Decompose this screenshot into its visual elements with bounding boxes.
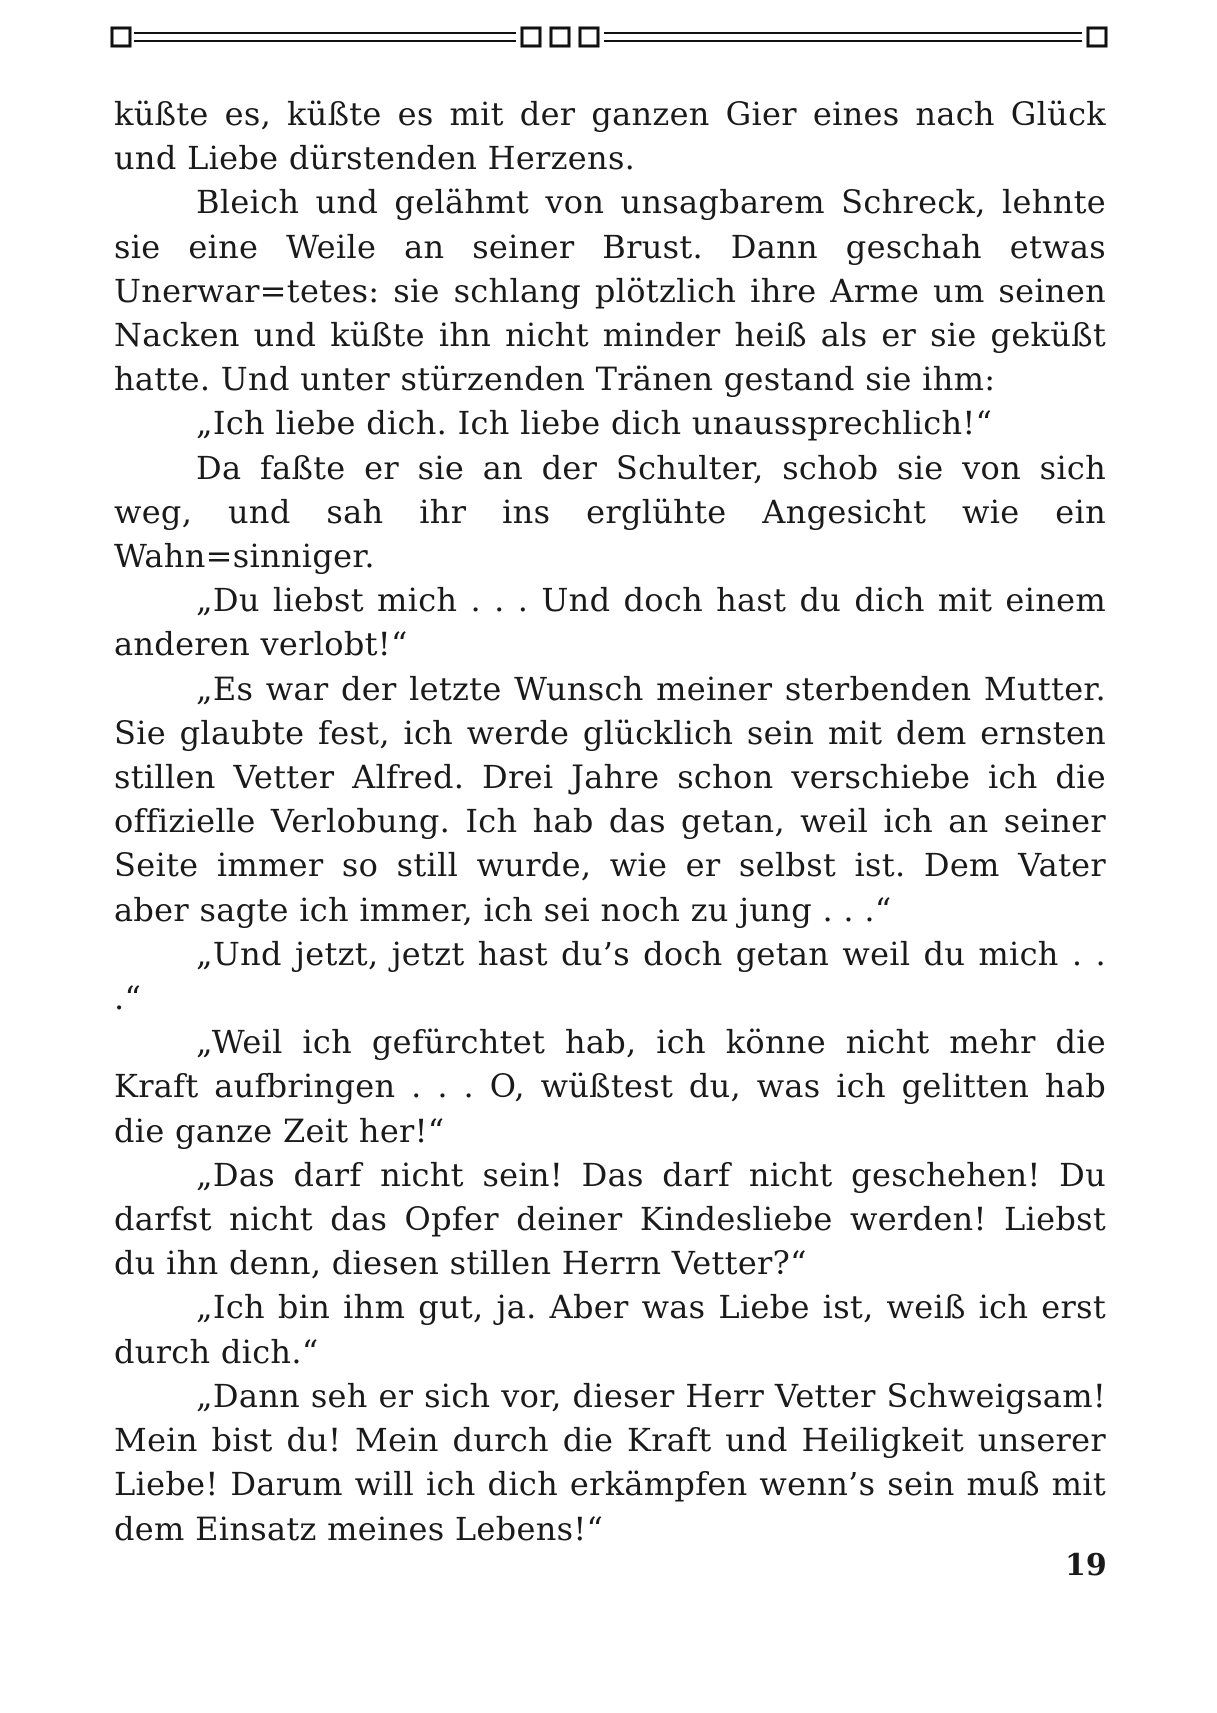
paragraph: „Das darf nicht sein! Das darf nicht geschehen! Du darfst nicht das Opfer deiner Kindesliebe werden! Liebst du ihn denn, diesen stillen Herrn Vetter?“ xyxy=(114,1155,1106,1283)
paragraph: Da faßte er sie an der Schulter, schob sie von sich weg, und sah ihr ins erglühte Angesicht wie ein Wahn=sinniger. xyxy=(114,448,1106,576)
paragraph: „Ich bin ihm gut, ja. Aber was Liebe ist, weiß ich erst durch dich.“ xyxy=(114,1288,1106,1371)
decorative-header-rule xyxy=(110,22,1110,52)
paragraph: „Weil ich gefürchtet hab, ich könne nicht mehr die Kraft aufbringen . . . O, wüßtest du, was ich gelitten hab die ganze Zeit her!“ xyxy=(114,1023,1106,1150)
page-number: 19 xyxy=(1065,1548,1107,1583)
paragraph: „Du liebst mich . . . Und doch hast du dich mit einem anderen verlobt!“ xyxy=(114,581,1106,664)
paragraph: Bleich und gelähmt von unsagbarem Schreck, lehnte sie eine Weile an seiner Brust. Dann geschah etwas Unerwar=tetes: sie schlang plötzlich ihre Arme um seinen Nacken und küßte ihn nicht minder heiß als er sie geküßt hatte. Und unter stürzenden Tränen gestand sie ihm: xyxy=(114,183,1106,399)
paragraph: „Dann seh er sich vor, dieser Herr Vetter Schweigsam! Mein bist du! Mein durch die Kraft und Heiligkeit unserer Liebe! Darum will ich dich erkämpfen wenn’s sein muß mit dem Einsatz meines Lebens!“ xyxy=(114,1376,1106,1548)
paragraph: „Ich liebe dich. Ich liebe dich unaussprechlich!“ xyxy=(196,404,993,443)
paragraph: küßte es, küßte es mit der ganzen Gier eines nach Glück und Liebe dürstenden Herzens. xyxy=(114,95,1106,178)
paragraph: „Es war der letzte Wunsch meiner sterbenden Mutter. Sie glaubte fest, ich werde glücklich sein mit dem ernsten stillen Vetter Alfred. Drei Jahre schon verschiebe ich die offizielle Verlobung. Ich hab das getan, weil ich an seiner Seite immer so still wurde, wie er selbst ist. Dem Vater aber sagte ich immer, ich sei noch zu jung . . .“ xyxy=(114,669,1106,929)
paragraph: „Und jetzt, jetzt hast du’s doch getan weil du mich . . .“ xyxy=(114,934,1106,1018)
body-text xyxy=(114,92,1106,1551)
